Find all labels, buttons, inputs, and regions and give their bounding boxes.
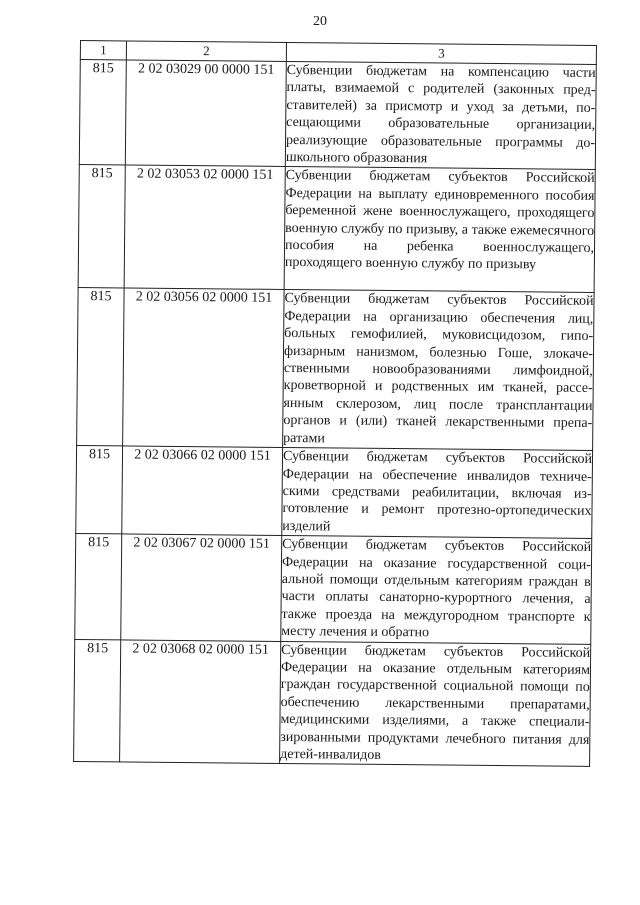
administrator-code-cell: 815: [79, 60, 126, 166]
revenue-description-cell: Субвенции бюджетам субъектов Российской Федерации на оказание отдельным категориям граждан государственной социальной помощи по обеспечению лекарственными препаратами, медицинскими изделиями, а также специализированными продуктами лечебного питания для детей-инвалидов: [280, 641, 591, 767]
table-row: [79, 60, 596, 170]
table-row: [74, 639, 591, 767]
table-row: [75, 534, 592, 644]
revenue-code-cell: 2 02 03067 02 0000 151: [121, 534, 282, 641]
revenue-description-cell: Субвенции бюджетам субъектов Российской Федерации на выплату единовременного пособия беременной жене военнослужащего, проходящего военную службу по призыву, а также ежемесячного пособия на ребенка военнослужащего, проходящего военную службу по призыву: [284, 167, 595, 293]
budget-classification-table: [73, 40, 597, 767]
revenue-description-cell: Субвенции бюджетам субъектов Российской Федерации на обеспечение инвалидов техническими средствами реабилитации, включая изготовление и ремонт протезно-ортопедических изделий: [282, 448, 593, 539]
revenue-description-cell: Субвенции бюджетам субъектов Российской Федерации на организацию обеспечения лиц, больных гемофилией, муковисцидозом, гипофизарным нанизмом, болезнью Гоше, злокачественными новообразованиями лимфоидной, кроветворной и родственных им тканей, рассеянным склерозом, лиц после трансплантации органов и (или) тканей лекарственными препаратами: [283, 290, 594, 451]
page-number: 20: [313, 14, 327, 29]
administrator-code-cell: 815: [74, 639, 121, 762]
table-row: [76, 446, 593, 539]
administrator-code-cell: 815: [78, 165, 125, 288]
administrator-code-cell: 815: [75, 534, 122, 640]
revenue-code-cell: 2 02 03029 00 0000 151: [125, 60, 286, 167]
revenue-code-cell: 2 02 03053 02 0000 151: [124, 165, 285, 290]
revenue-code-cell: 2 02 03066 02 0000 151: [122, 446, 283, 536]
revenue-description-cell: Субвенции бюджетам субъектов Российской Федерации на оказание государственной социальной помощи отдельным категориям граждан в части оплаты санаторно-курортного лечения, а также проезда на междугородном транспорте к месту лечения и обратно: [281, 536, 592, 644]
column-number-1: 1: [80, 41, 126, 60]
column-number-2: 2: [126, 41, 286, 62]
revenue-code-cell: 2 02 03068 02 0000 151: [120, 639, 281, 763]
document-sheet: [73, 40, 596, 767]
administrator-code-cell: 815: [77, 288, 125, 446]
revenue-code-cell: 2 02 03056 02 0000 151: [123, 288, 285, 447]
administrator-code-cell: 815: [76, 446, 123, 534]
revenue-description-cell: Субвенции бюджетам на компенсацию части платы, взимаемой с родителей (законных представителей) за присмотр и уход за детьми, посещающими образовательные организации, реализующие образовательные программы дошкольного образования: [285, 61, 596, 169]
table-row: [77, 288, 594, 451]
table-row: [78, 165, 595, 293]
column-number-3: 3: [286, 42, 596, 64]
